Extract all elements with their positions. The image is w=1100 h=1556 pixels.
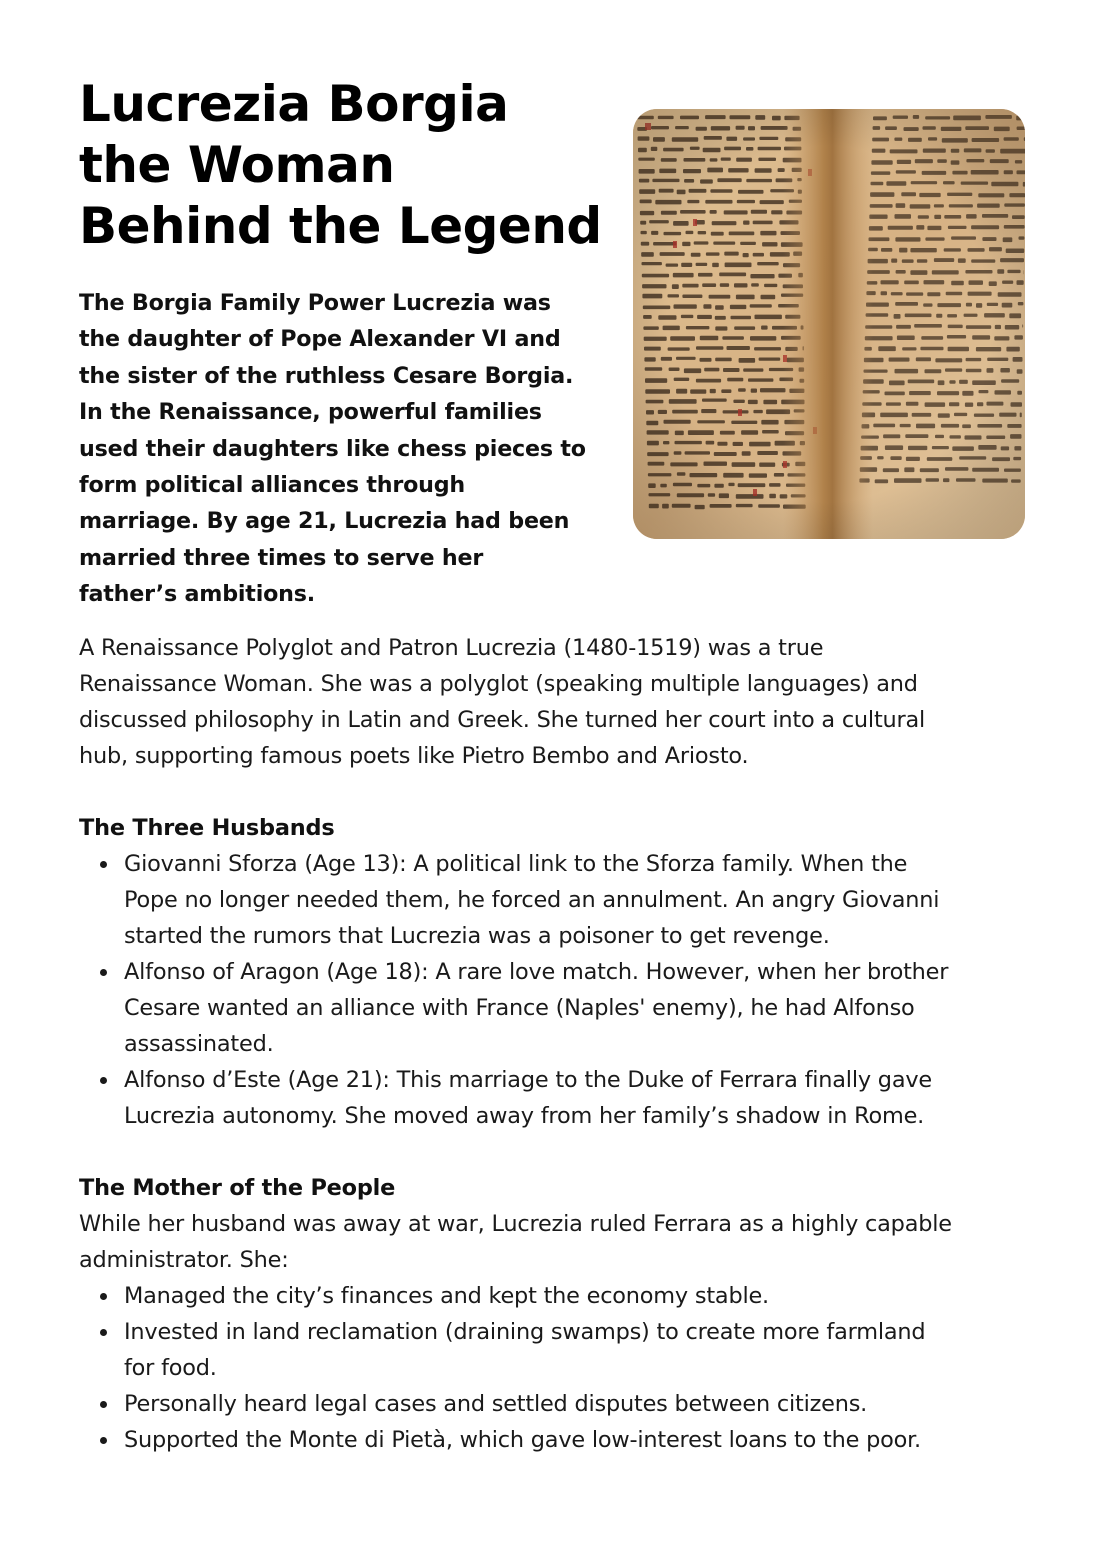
intro-line: used their daughters like chess pieces to — [79, 435, 586, 462]
intro-line: marriage. By age 21, Lucrezia had been — [79, 508, 570, 535]
manuscript-photo — [633, 109, 1025, 539]
mother-heading: The Mother of the People — [79, 1175, 396, 1201]
list-item — [79, 1062, 1039, 1134]
page-title — [79, 74, 639, 257]
list-item-line: Lucrezia autonomy. She moved away from her family’s shadow in Rome. — [124, 1103, 925, 1129]
husbands-list — [79, 846, 1039, 1134]
list-item-line: assassinated. — [124, 1031, 274, 1057]
paragraph-line: While her husband was away at war, Lucrezia ruled Ferrara as a highly capable — [79, 1211, 952, 1237]
list-item-line: Cesare wanted an alliance with France (Naples' enemy), he had Alfonso — [124, 995, 915, 1021]
intro-line: The Borgia Family Power Lucrezia was — [79, 290, 551, 316]
title-line: Lucrezia Borgia — [79, 75, 509, 133]
intro-line: the daughter of Pope Alexander VI and — [79, 326, 561, 353]
list-item-line: Invested in land reclamation (draining swamps) to create more farmland — [124, 1319, 926, 1345]
open-manuscript-book-photo — [633, 109, 1025, 539]
list-item-line: Personally heard legal cases and settled disputes between citizens. — [124, 1391, 868, 1417]
husbands-heading: The Three Husbands — [79, 815, 335, 841]
list-item — [79, 846, 1039, 954]
list-item-line: Alfonso of Aragon (Age 18): A rare love match. However, when her brother — [124, 959, 949, 985]
title-line: the Woman — [79, 136, 395, 194]
paragraph-line: Renaissance Woman. She was a polyglot (speaking multiple languages) and — [79, 671, 918, 697]
list-item-line: Managed the city’s finances and kept the economy stable. — [124, 1283, 769, 1309]
list-item-line: started the rumors that Lucrezia was a poisoner to get revenge. — [124, 923, 830, 949]
intro-paragraph — [79, 285, 619, 613]
intro-line: married three times to serve her — [79, 544, 484, 571]
list-item — [79, 1386, 1039, 1422]
paragraph-line: discussed philosophy in Latin and Greek. She turned her court into a cultural — [79, 707, 926, 733]
list-item-line: Giovanni Sforza (Age 13): A political link to the Sforza family. When the — [124, 851, 908, 877]
intro-line: In the Renaissance, powerful families — [79, 399, 542, 426]
list-item-line: Supported the Monte di Pietà, which gave low-interest loans to the poor. — [124, 1427, 921, 1453]
mother-intro-paragraph — [79, 1206, 1039, 1278]
list-item-line: for food. — [124, 1355, 217, 1381]
list-item-line: Alfonso d’Este (Age 21): This marriage to the Duke of Ferrara finally gave — [124, 1067, 932, 1093]
list-item — [79, 954, 1039, 1062]
list-item — [79, 1314, 1039, 1386]
paragraph-line: hub, supporting famous poets like Pietro Bembo and Ariosto. — [79, 743, 749, 769]
list-item — [79, 1422, 1039, 1458]
list-item-line: Pope no longer needed them, he forced an annulment. An angry Giovanni — [124, 887, 940, 913]
intro-line: the sister of the ruthless Cesare Borgia. — [79, 362, 574, 389]
polyglot-paragraph — [79, 630, 1039, 774]
list-item — [79, 1278, 1039, 1314]
title-line: Behind the Legend — [79, 197, 602, 255]
intro-line: father’s ambitions. — [79, 581, 315, 608]
mother-duties-list — [79, 1278, 1039, 1458]
intro-line: form political alliances through — [79, 472, 466, 499]
paragraph-line: administrator. She: — [79, 1247, 289, 1273]
paragraph-line: A Renaissance Polyglot and Patron Lucrezia (1480-1519) was a true — [79, 635, 824, 661]
